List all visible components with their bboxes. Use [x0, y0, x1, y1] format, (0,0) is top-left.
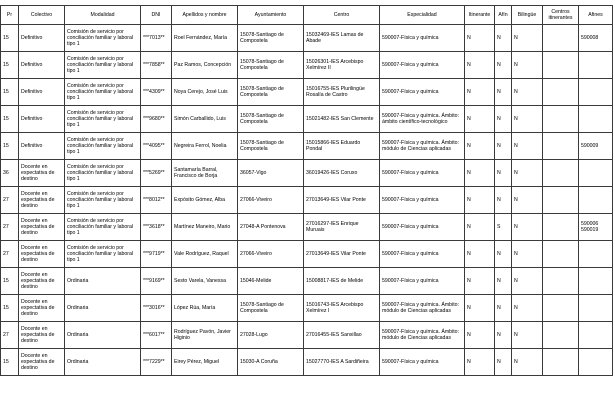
table-row [1, 295, 613, 322]
cell-afines [579, 322, 613, 349]
table-row [1, 187, 613, 214]
cell-modalidad: Comisión de servicio por conciliación familiar y laboral tipo 1 [65, 106, 141, 133]
cell-afines [579, 268, 613, 295]
header-bilingue: Bilingüe [512, 6, 543, 25]
cell-especialidad: 590007-Física y química [380, 25, 465, 52]
cell-modalidad: Ordinaria [65, 295, 141, 322]
cell-centros-itinerantes [543, 241, 579, 268]
table-row [1, 52, 613, 79]
cell-pr: 15 [1, 133, 19, 160]
cell-colectivo: Docente en expectativa de destino [19, 187, 65, 214]
cell-centro: 27013649-IES Vilar Ponte [304, 187, 380, 214]
cell-modalidad: Comisión de servicio por conciliación familiar y laboral tipo 1 [65, 160, 141, 187]
cell-especialidad: 590007-Física y química [380, 187, 465, 214]
cell-itinerante: N [465, 187, 495, 214]
cell-pr: 15 [1, 79, 19, 106]
cell-nombre: Expósito Gómez, Alba [172, 187, 238, 214]
cell-centro: 15026301-IES Arcebispo Xelmírez II [304, 52, 380, 79]
table-row [1, 133, 613, 160]
cell-afines: 590006 590019 [579, 214, 613, 241]
cell-centros-itinerantes [543, 187, 579, 214]
cell-centros-itinerantes [543, 106, 579, 133]
cell-modalidad: Comisión de servicio por conciliación familiar y laboral tipo 1 [65, 214, 141, 241]
cell-modalidad: Ordinaria [65, 268, 141, 295]
cell-centro: 15016743-IES Arcebispo Xelmírez I [304, 295, 380, 322]
cell-pr: 15 [1, 349, 19, 376]
cell-especialidad: 590007-Física y química [380, 214, 465, 241]
cell-dni: ***3016** [141, 295, 172, 322]
cell-modalidad: Ordinaria [65, 349, 141, 376]
header-pr: Pr [1, 6, 19, 25]
cell-ayuntamiento: 15078-Santiago de Compostela [238, 52, 304, 79]
cell-especialidad: 590007-Física y química. Ámbito: módulo de Ciencias aplicadas [380, 295, 465, 322]
cell-colectivo: Docente en expectativa de destino [19, 160, 65, 187]
cell-pr: 15 [1, 295, 19, 322]
header-especialidad: Especialidad [380, 6, 465, 25]
cell-modalidad: Comisión de servicio por conciliación familiar y laboral tipo 1 [65, 241, 141, 268]
cell-nombre: Simón Carballido, Luis [172, 106, 238, 133]
cell-afin: N [495, 106, 512, 133]
cell-especialidad: 590007-Física y química. Ámbito: ámbito científico-tecnológico [380, 106, 465, 133]
cell-pr: 27 [1, 214, 19, 241]
cell-bilingue: N [512, 268, 543, 295]
cell-especialidad: 590007-Física y química [380, 160, 465, 187]
cell-itinerante: N [465, 52, 495, 79]
cell-bilingue: N [512, 79, 543, 106]
cell-afin: N [495, 187, 512, 214]
cell-colectivo: Definitivo [19, 133, 65, 160]
assignments-table [0, 5, 613, 376]
cell-afin: N [495, 52, 512, 79]
cell-centros-itinerantes [543, 349, 579, 376]
cell-afin: N [495, 241, 512, 268]
results-sheet [0, 5, 613, 376]
cell-bilingue: N [512, 106, 543, 133]
cell-bilingue: N [512, 187, 543, 214]
header-dni: DNI [141, 6, 172, 25]
table-row [1, 268, 613, 295]
cell-especialidad: 590007-Física y química. Ámbito: módulo de Ciencias aplicadas [380, 133, 465, 160]
cell-especialidad: 590007-Física y química [380, 268, 465, 295]
cell-dni: ***3618** [141, 214, 172, 241]
cell-dni: ***7013** [141, 25, 172, 52]
table-row [1, 106, 613, 133]
cell-centros-itinerantes [543, 214, 579, 241]
cell-colectivo: Definitivo [19, 25, 65, 52]
cell-itinerante: N [465, 160, 495, 187]
cell-afines: 590008 [579, 25, 613, 52]
cell-centro: 15015866-IES Eduardo Pondal [304, 133, 380, 160]
cell-centros-itinerantes [543, 160, 579, 187]
cell-centros-itinerantes [543, 25, 579, 52]
header-centro: Centro [304, 6, 380, 25]
cell-dni: ***5269** [141, 160, 172, 187]
cell-centro: 27016297-IES Enrique Muruais [304, 214, 380, 241]
cell-modalidad: Comisión de servicio por conciliación familiar y laboral tipo 1 [65, 79, 141, 106]
cell-itinerante: N [465, 295, 495, 322]
cell-modalidad: Comisión de servicio por conciliación familiar y laboral tipo 1 [65, 187, 141, 214]
table-row [1, 322, 613, 349]
header-afines: Afines [579, 6, 613, 25]
cell-itinerante: N [465, 322, 495, 349]
cell-nombre: Eirey Pérez, Miguel [172, 349, 238, 376]
cell-afin: N [495, 349, 512, 376]
cell-centro: 15016755-IES Plurilingüe Rosalía de Castro [304, 79, 380, 106]
cell-afines [579, 160, 613, 187]
cell-centro: 27013649-IES Vilar Ponte [304, 241, 380, 268]
cell-colectivo: Docente en expectativa de destino [19, 349, 65, 376]
cell-ayuntamiento: 36057-Vigo [238, 160, 304, 187]
table-row [1, 349, 613, 376]
table-row [1, 160, 613, 187]
cell-centro: 15008817-IES de Melide [304, 268, 380, 295]
cell-bilingue: N [512, 133, 543, 160]
cell-pr: 27 [1, 241, 19, 268]
cell-especialidad: 590007-Física y química [380, 241, 465, 268]
cell-centros-itinerantes [543, 295, 579, 322]
cell-ayuntamiento: 15030-A Coruña [238, 349, 304, 376]
cell-colectivo: Definitivo [19, 79, 65, 106]
cell-colectivo: Docente en expectativa de destino [19, 322, 65, 349]
table-row [1, 25, 613, 52]
cell-dni: ***7229** [141, 349, 172, 376]
cell-afin: N [495, 25, 512, 52]
cell-modalidad: Comisión de servicio por conciliación familiar y laboral tipo 1 [65, 133, 141, 160]
table-row [1, 214, 613, 241]
cell-colectivo: Definitivo [19, 52, 65, 79]
cell-dni: ***9719** [141, 241, 172, 268]
cell-afin: S [495, 214, 512, 241]
cell-nombre: Noya Cerejo, José Luis [172, 79, 238, 106]
cell-afin: N [495, 133, 512, 160]
cell-afines [579, 187, 613, 214]
cell-itinerante: N [465, 133, 495, 160]
cell-especialidad: 590007-Física y química [380, 52, 465, 79]
cell-pr: 15 [1, 52, 19, 79]
cell-ayuntamiento: 27048-A Pontenova [238, 214, 304, 241]
cell-afines [579, 349, 613, 376]
cell-afin: N [495, 160, 512, 187]
cell-pr: 15 [1, 268, 19, 295]
cell-nombre: Negreira Ferrol, Noelia [172, 133, 238, 160]
table-body [1, 25, 613, 376]
cell-centros-itinerantes [543, 79, 579, 106]
cell-afin: N [495, 322, 512, 349]
cell-bilingue: N [512, 52, 543, 79]
cell-dni: ***6017** [141, 322, 172, 349]
cell-ayuntamiento: 15046-Melide [238, 268, 304, 295]
cell-modalidad: Comisión de servicio por conciliación familiar y laboral tipo 1 [65, 25, 141, 52]
header-modalidad: Modalidad [65, 6, 141, 25]
cell-ayuntamiento: 27066-Viveiro [238, 187, 304, 214]
cell-centro: 36019426-IES Coruxo [304, 160, 380, 187]
cell-nombre: Santamaría Barral, Francisco de Borja [172, 160, 238, 187]
cell-itinerante: N [465, 214, 495, 241]
cell-ayuntamiento: 15078-Santiago de Compostela [238, 295, 304, 322]
cell-ayuntamiento: 15078-Santiago de Compostela [238, 79, 304, 106]
cell-bilingue: N [512, 241, 543, 268]
cell-bilingue: N [512, 349, 543, 376]
cell-nombre: Rodríguez Pavón, Javier Higinio [172, 322, 238, 349]
header-afin: Afín [495, 6, 512, 25]
cell-ayuntamiento: 15078-Santiago de Compostela [238, 133, 304, 160]
cell-nombre: Martínez Maneiro, Mario [172, 214, 238, 241]
cell-nombre: López Rúa, María [172, 295, 238, 322]
cell-itinerante: N [465, 25, 495, 52]
cell-bilingue: N [512, 322, 543, 349]
cell-bilingue: N [512, 214, 543, 241]
cell-bilingue: N [512, 25, 543, 52]
cell-colectivo: Definitivo [19, 106, 65, 133]
cell-itinerante: N [465, 349, 495, 376]
cell-itinerante: N [465, 79, 495, 106]
header-colectivo: Colectivo [19, 6, 65, 25]
table-row [1, 79, 613, 106]
cell-dni: ***7858** [141, 52, 172, 79]
cell-centro: 15032469-IES Lamas de Abade [304, 25, 380, 52]
cell-centros-itinerantes [543, 268, 579, 295]
cell-especialidad: 590007-Física y química [380, 79, 465, 106]
cell-pr: 15 [1, 106, 19, 133]
cell-centro: 15021482-IES San Clemente [304, 106, 380, 133]
cell-colectivo: Docente en expectativa de destino [19, 214, 65, 241]
cell-ayuntamiento: 15078-Santiago de Compostela [238, 106, 304, 133]
cell-colectivo: Docente en expectativa de destino [19, 241, 65, 268]
cell-dni: ***4095** [141, 133, 172, 160]
cell-centro: 27016455-IES Sanxillao [304, 322, 380, 349]
cell-afin: N [495, 295, 512, 322]
cell-modalidad: Comisión de servicio por conciliación familiar y laboral tipo 1 [65, 52, 141, 79]
cell-afines [579, 106, 613, 133]
cell-colectivo: Docente en expectativa de destino [19, 295, 65, 322]
cell-itinerante: N [465, 106, 495, 133]
cell-afines [579, 295, 613, 322]
cell-modalidad: Ordinaria [65, 322, 141, 349]
cell-centros-itinerantes [543, 322, 579, 349]
cell-nombre: Sesto Varela, Vanessa [172, 268, 238, 295]
cell-centros-itinerantes [543, 52, 579, 79]
cell-dni: ***4309** [141, 79, 172, 106]
cell-centro: 15027770-IES A Sardiñeira [304, 349, 380, 376]
cell-afin: N [495, 79, 512, 106]
cell-pr: 27 [1, 322, 19, 349]
table-row [1, 241, 613, 268]
cell-dni: ***9169** [141, 268, 172, 295]
cell-itinerante: N [465, 268, 495, 295]
cell-colectivo: Docente en expectativa de destino [19, 268, 65, 295]
header-nombre: Apellidos y nombre [172, 6, 238, 25]
cell-especialidad: 590007-Física y química. Ámbito: módulo de Ciencias aplicadas [380, 322, 465, 349]
cell-pr: 15 [1, 25, 19, 52]
header-ayuntamiento: Ayuntamiento [238, 6, 304, 25]
header-row [1, 6, 613, 25]
cell-afines [579, 241, 613, 268]
cell-afin: N [495, 268, 512, 295]
cell-centros-itinerantes [543, 133, 579, 160]
cell-bilingue: N [512, 295, 543, 322]
cell-nombre: Roel Fernández, María [172, 25, 238, 52]
cell-dni: ***9680** [141, 106, 172, 133]
header-itinerante: Itinerante [465, 6, 495, 25]
cell-ayuntamiento: 27028-Lugo [238, 322, 304, 349]
cell-afines: 590009 [579, 133, 613, 160]
header-centros-itinerantes: Centros itinerantes [543, 6, 579, 25]
cell-ayuntamiento: 15078-Santiago de Compostela [238, 25, 304, 52]
cell-especialidad: 590007-Física y química [380, 349, 465, 376]
cell-bilingue: N [512, 160, 543, 187]
cell-pr: 27 [1, 187, 19, 214]
cell-afines [579, 79, 613, 106]
cell-afines [579, 52, 613, 79]
cell-itinerante: N [465, 241, 495, 268]
cell-ayuntamiento: 27066-Viveiro [238, 241, 304, 268]
cell-nombre: Vale Rodríguez, Raquel [172, 241, 238, 268]
cell-pr: 36 [1, 160, 19, 187]
cell-dni: ***8012** [141, 187, 172, 214]
cell-nombre: Paz Ramos, Concepción [172, 52, 238, 79]
